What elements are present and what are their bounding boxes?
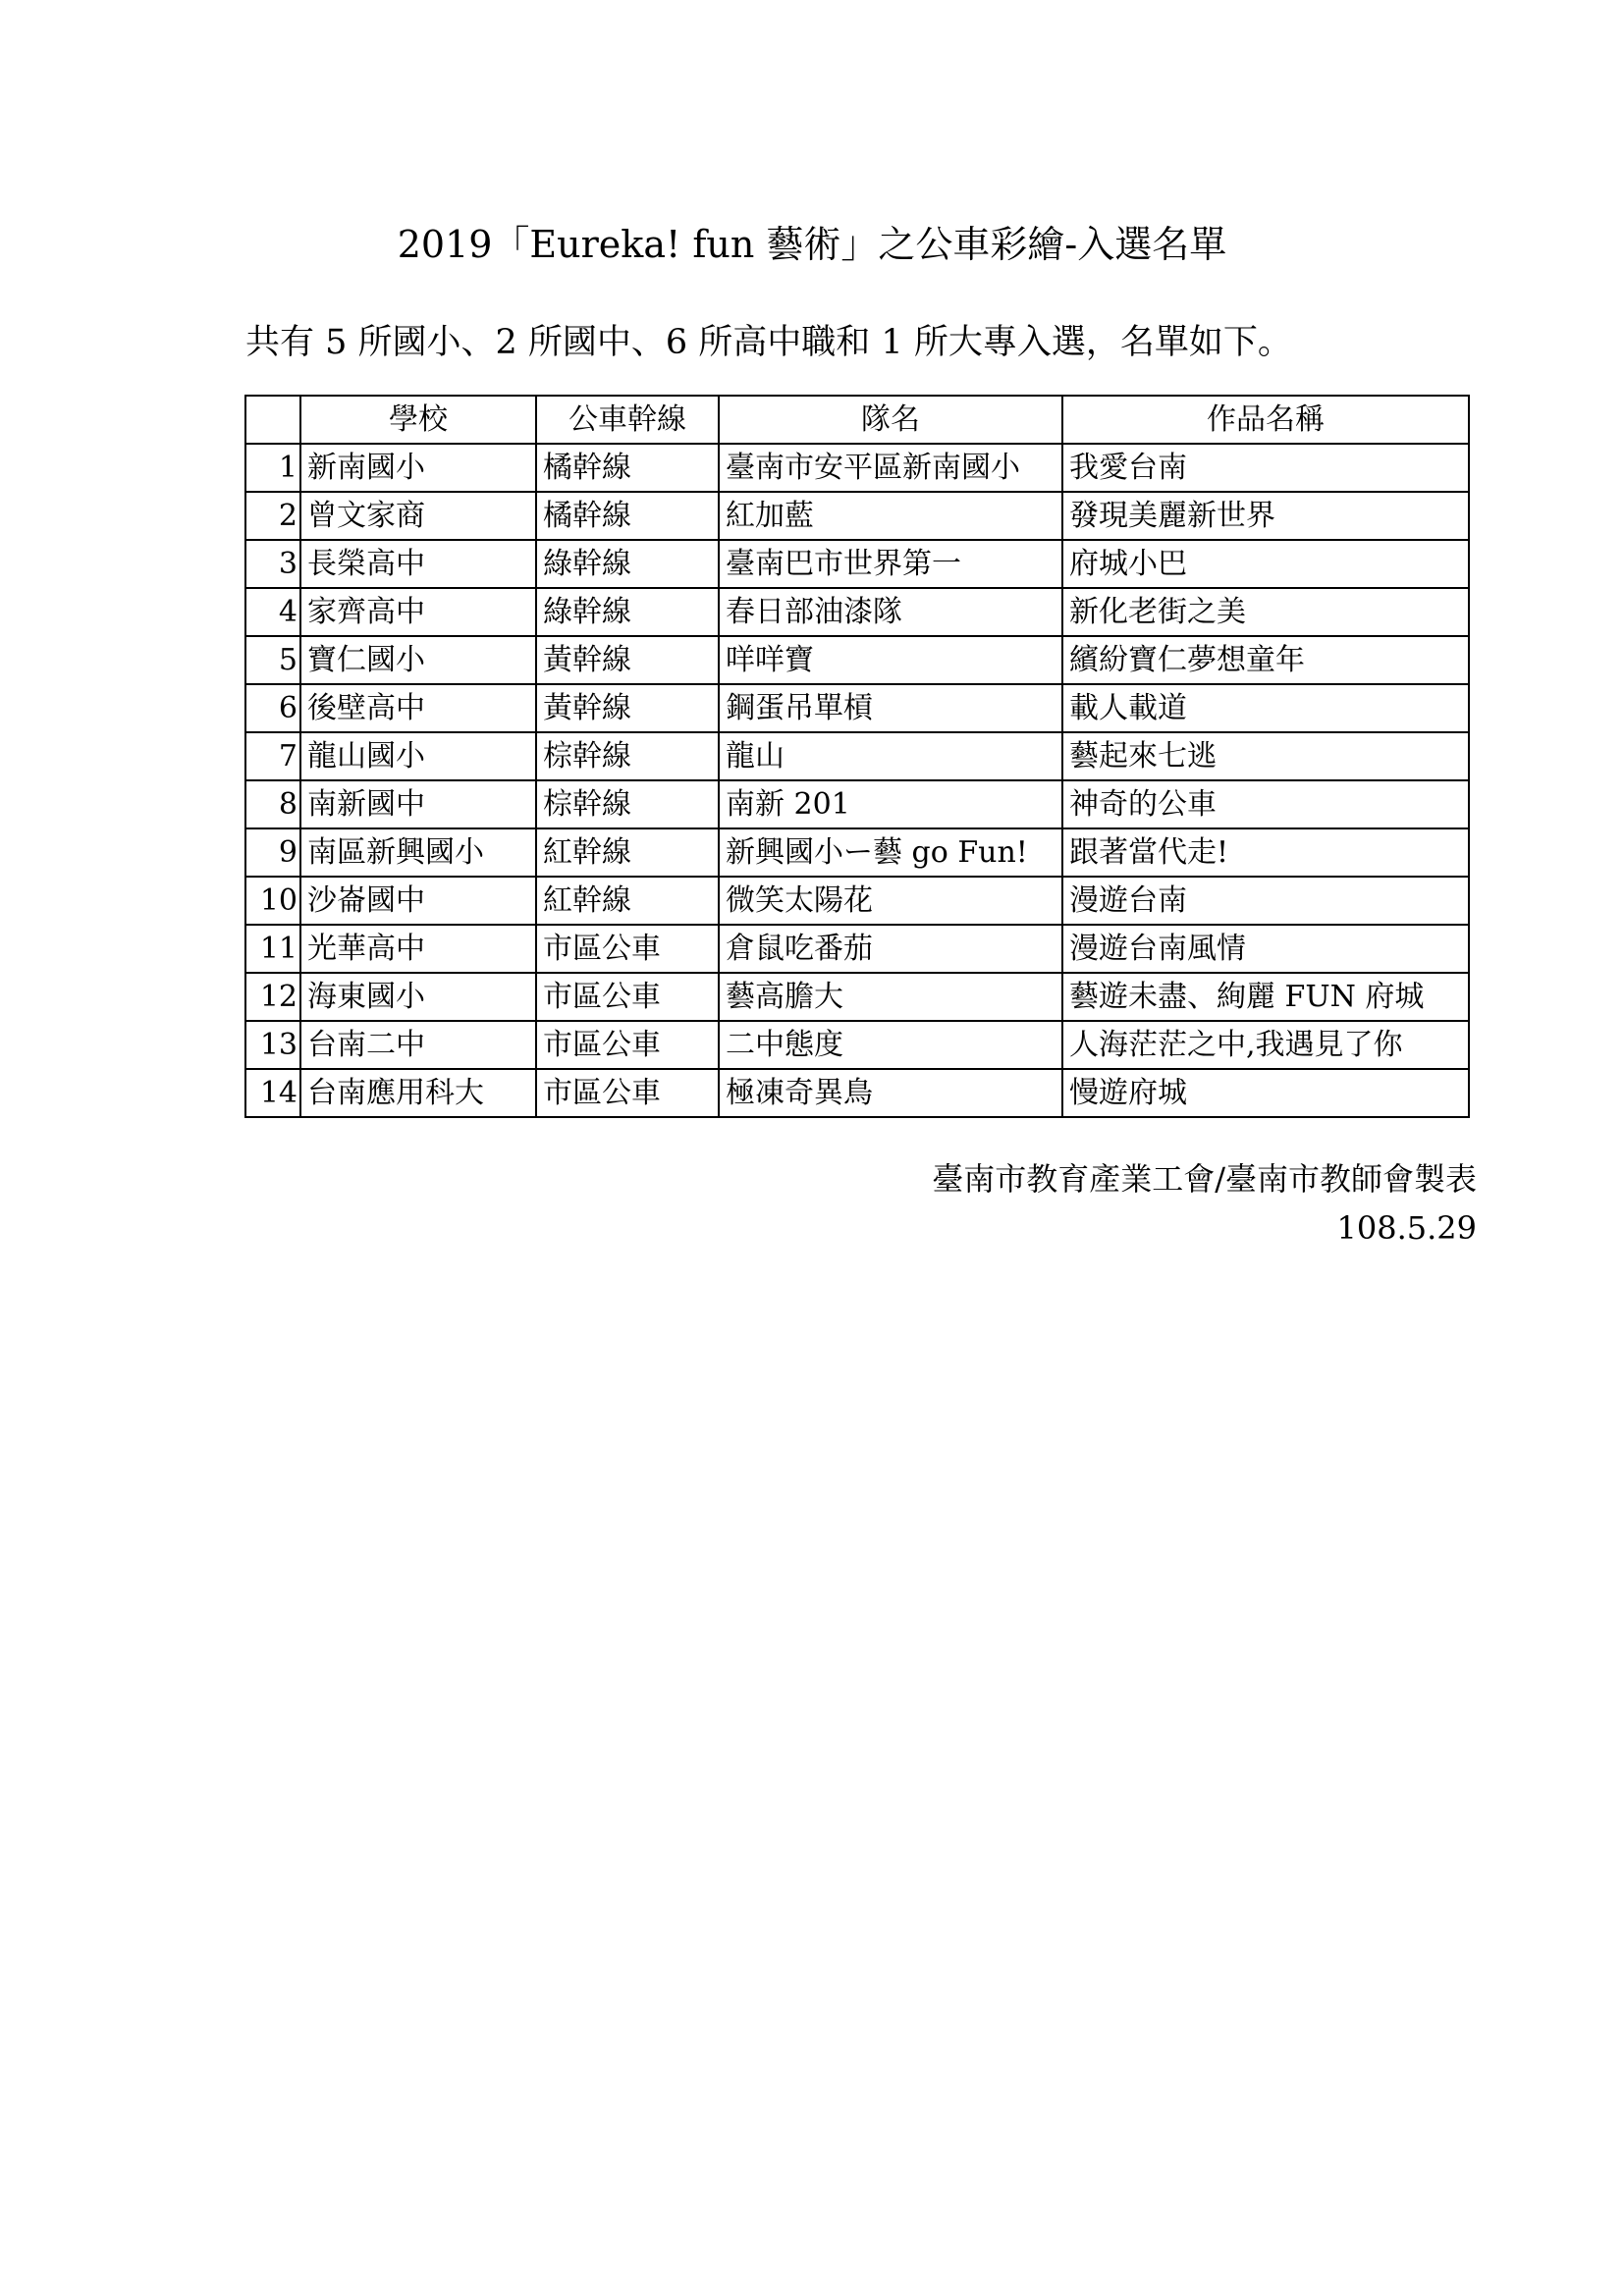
row-work: 人海茫茫之中,我遇見了你 [1062,1021,1469,1069]
row-number: 5 [245,636,300,684]
row-work: 府城小巴 [1062,540,1469,588]
row-work: 新化老街之美 [1062,588,1469,636]
row-work: 漫遊台南風情 [1062,925,1469,973]
table-row [245,877,1469,925]
winners-table [244,395,1470,1118]
row-team: 臺南市安平區新南國小 [719,444,1062,492]
row-number: 4 [245,588,300,636]
row-number: 13 [245,1021,300,1069]
table-row [245,973,1469,1021]
row-work: 藝起來七逃 [1062,732,1469,780]
footer-date: 108.5.29 [1336,1209,1477,1247]
row-route: 市區公車 [536,1021,719,1069]
row-team: 南新 201 [719,780,1062,828]
row-number: 9 [245,828,300,877]
row-team: 紅加藍 [719,492,1062,540]
row-route: 黃幹線 [536,684,719,732]
row-school: 台南應用科大 [300,1069,536,1117]
row-school: 曾文家商 [300,492,536,540]
row-school: 沙崙國中 [300,877,536,925]
table-header [245,396,1469,444]
table-row [245,684,1469,732]
row-work: 載人載道 [1062,684,1469,732]
row-team: 極凍奇異鳥 [719,1069,1062,1117]
row-route: 綠幹線 [536,588,719,636]
row-school: 家齊高中 [300,588,536,636]
row-school: 光華高中 [300,925,536,973]
header-team: 隊名 [719,396,1062,444]
table-row [245,540,1469,588]
row-team: 咩咩寶 [719,636,1062,684]
header-school: 學校 [300,396,536,444]
table-row [245,1069,1469,1117]
row-school: 新南國小 [300,444,536,492]
row-team: 藝高膽大 [719,973,1062,1021]
table-row [245,1021,1469,1069]
row-route: 棕幹線 [536,780,719,828]
row-team: 二中態度 [719,1021,1062,1069]
row-number: 2 [245,492,300,540]
row-work: 藝遊未盡、絢麗 FUN 府城 [1062,973,1469,1021]
row-number: 1 [245,444,300,492]
table-row [245,780,1469,828]
row-route: 綠幹線 [536,540,719,588]
row-work: 我愛台南 [1062,444,1469,492]
table-row [245,828,1469,877]
header-route: 公車幹線 [536,396,719,444]
row-route: 棕幹線 [536,732,719,780]
table-row [245,444,1469,492]
table-row [245,925,1469,973]
row-team: 春日部油漆隊 [719,588,1062,636]
table-body [245,444,1469,1117]
row-route: 市區公車 [536,1069,719,1117]
row-number: 7 [245,732,300,780]
row-route: 市區公車 [536,973,719,1021]
row-school: 海東國小 [300,973,536,1021]
header-work: 作品名稱 [1062,396,1469,444]
row-school: 南新國中 [300,780,536,828]
row-team: 臺南巴市世界第一 [719,540,1062,588]
row-number: 10 [245,877,300,925]
row-school: 台南二中 [300,1021,536,1069]
row-route: 紅幹線 [536,828,719,877]
row-work: 神奇的公車 [1062,780,1469,828]
row-work: 繽紛寶仁夢想童年 [1062,636,1469,684]
row-team: 鋼蛋吊單槓 [719,684,1062,732]
row-number: 14 [245,1069,300,1117]
row-route: 黃幹線 [536,636,719,684]
intro-text: 共有 5 所國小、2 所國中、6 所高中職和 1 所大專入選，名單如下。 [245,323,1292,362]
row-school: 後壁高中 [300,684,536,732]
row-work: 慢遊府城 [1062,1069,1469,1117]
row-team: 龍山 [719,732,1062,780]
header-row [245,396,1469,444]
row-school: 長榮高中 [300,540,536,588]
row-work: 跟著當代走! [1062,828,1469,877]
document-title: 2019「Eureka! fun 藝術」之公車彩繪-入選名單 [397,223,1227,266]
row-team: 倉鼠吃番茄 [719,925,1062,973]
row-school: 寶仁國小 [300,636,536,684]
row-route: 市區公車 [536,925,719,973]
row-route: 橘幹線 [536,492,719,540]
row-school: 龍山國小 [300,732,536,780]
table-row [245,492,1469,540]
row-number: 3 [245,540,300,588]
row-number: 6 [245,684,300,732]
row-work: 漫遊台南 [1062,877,1469,925]
row-school: 南區新興國小 [300,828,536,877]
header-number [245,396,300,444]
row-team: 微笑太陽花 [719,877,1062,925]
row-work: 發現美麗新世界 [1062,492,1469,540]
footer-organization: 臺南市教育產業工會/臺南市教師會製表 [932,1160,1477,1198]
table-row [245,588,1469,636]
row-route: 橘幹線 [536,444,719,492]
row-number: 12 [245,973,300,1021]
row-number: 11 [245,925,300,973]
row-number: 8 [245,780,300,828]
table-row [245,732,1469,780]
row-route: 紅幹線 [536,877,719,925]
table-row [245,636,1469,684]
row-team: 新興國小ー藝 go Fun! [719,828,1062,877]
